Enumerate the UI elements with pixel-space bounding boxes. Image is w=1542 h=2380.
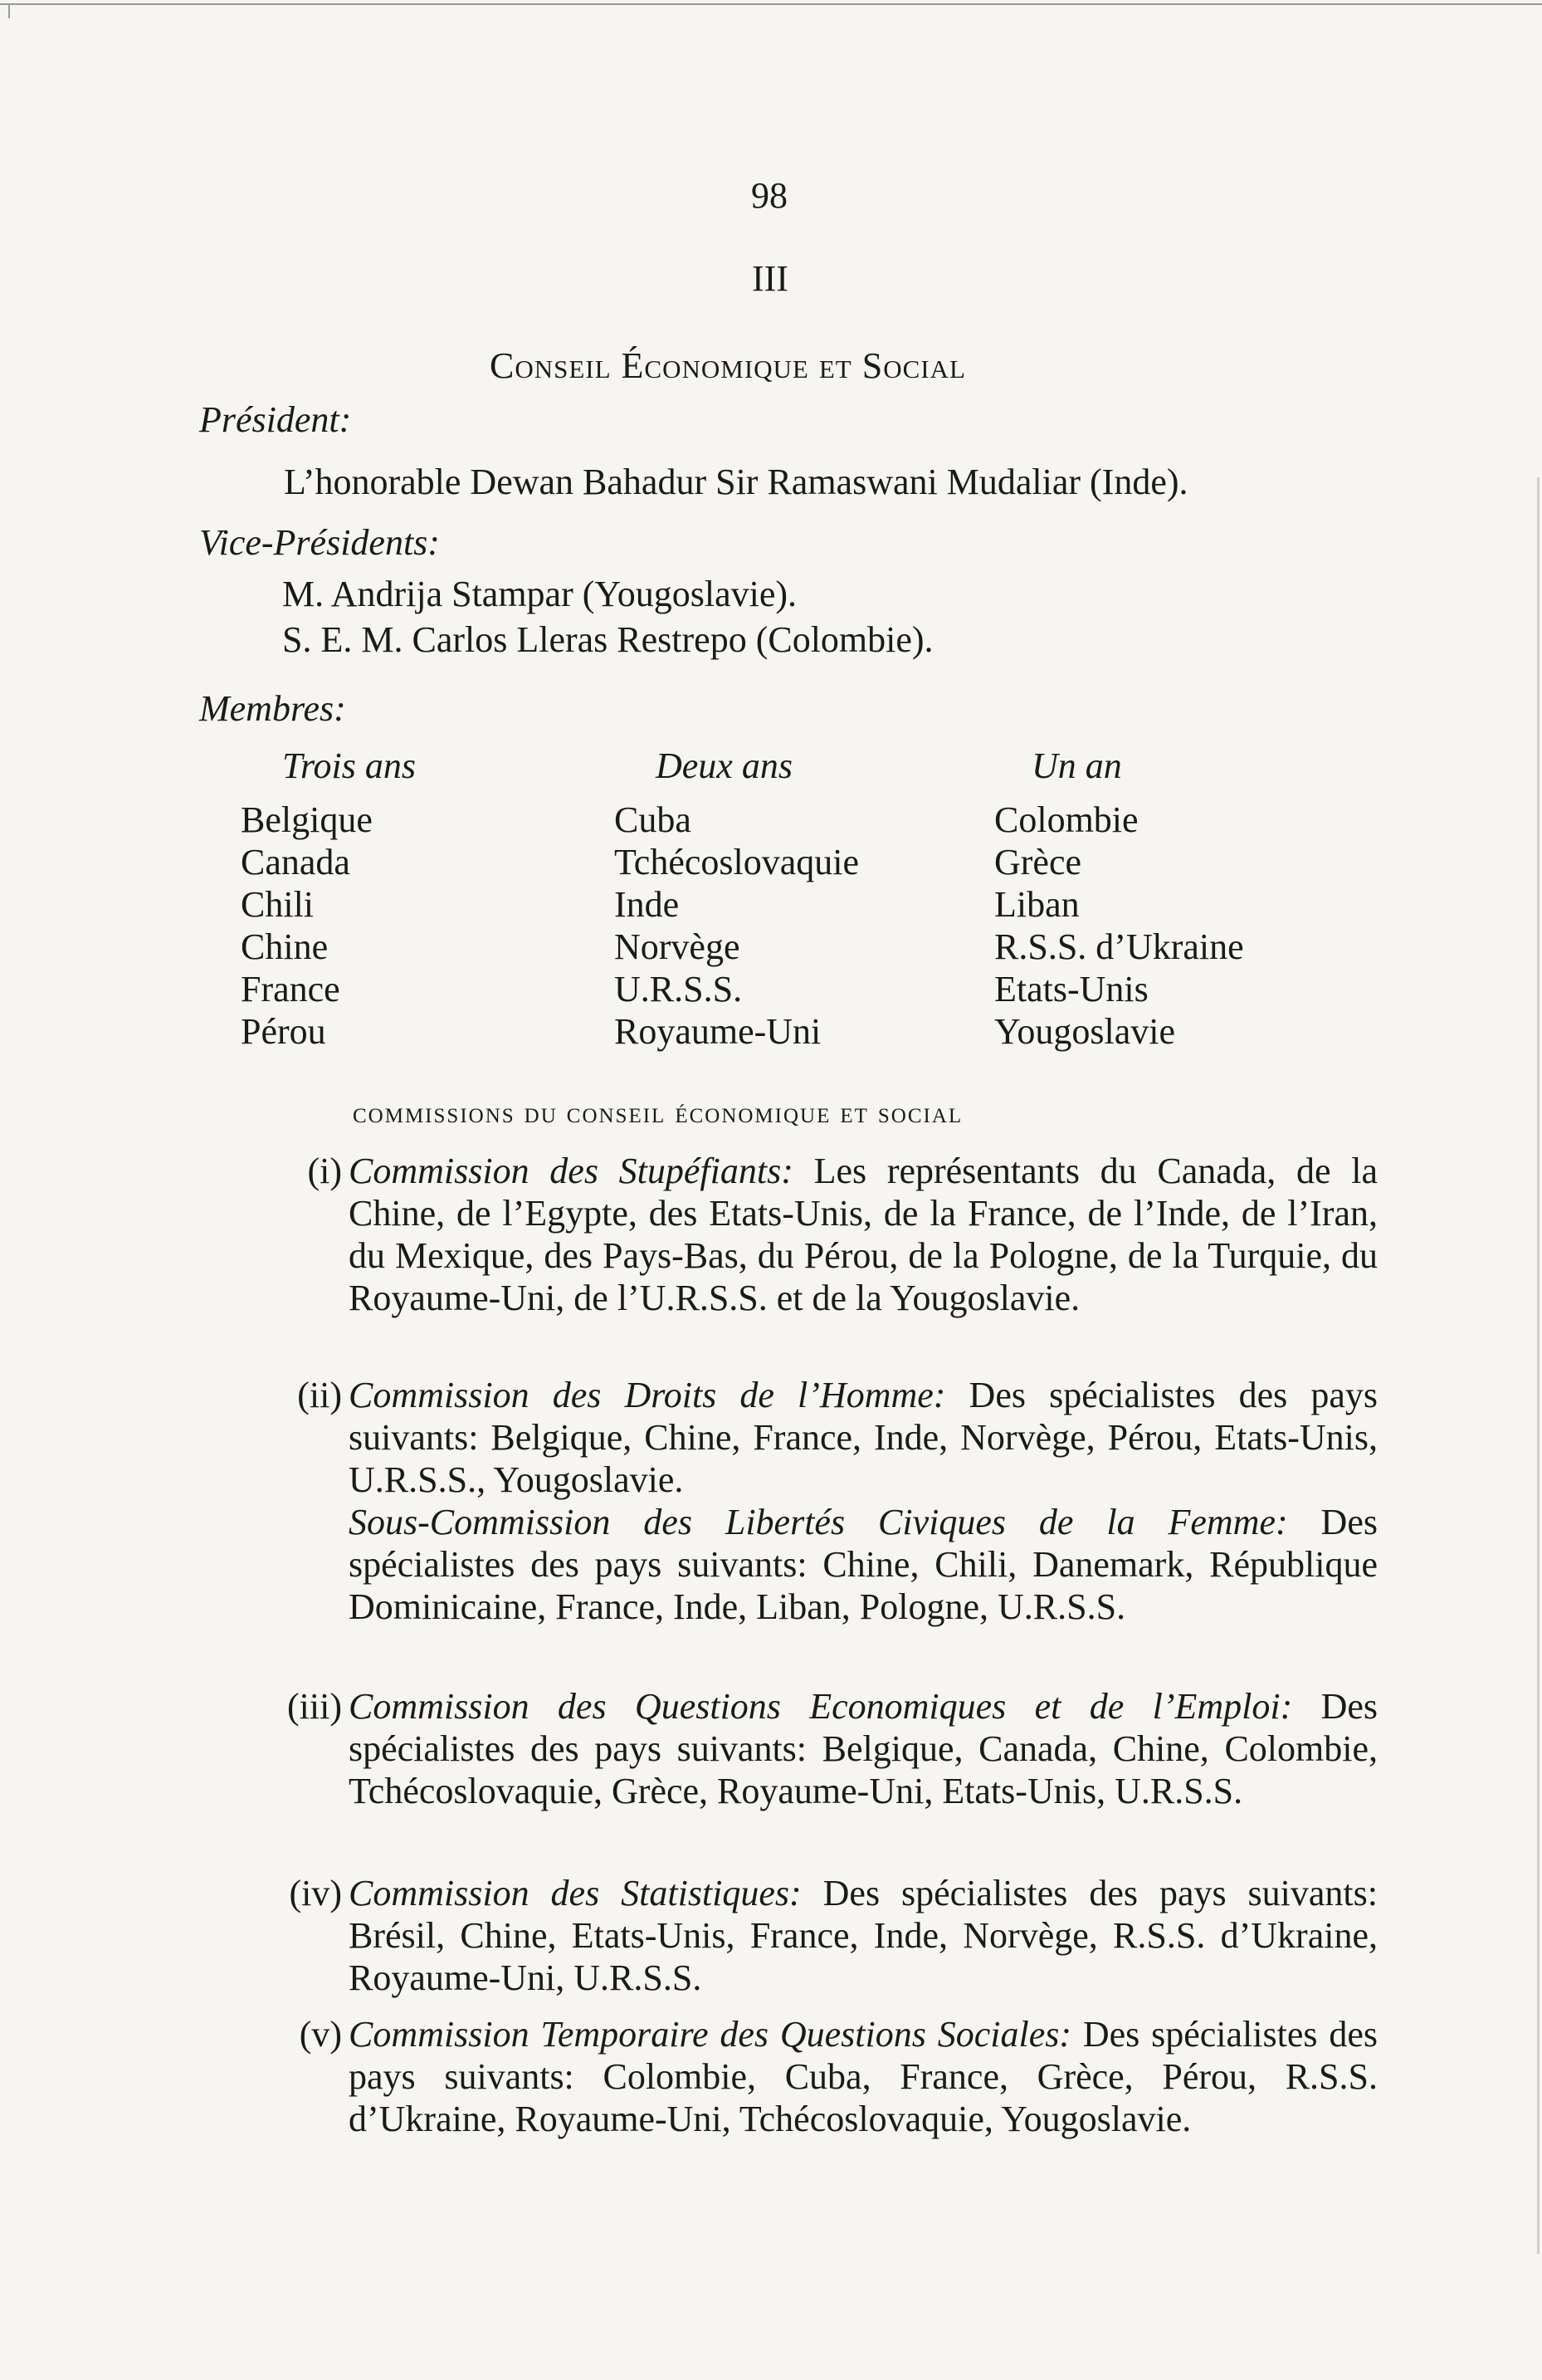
member-country: Pérou (241, 1011, 326, 1052)
member-country: France (241, 969, 340, 1009)
commission-number: (iv) (289, 1873, 342, 1913)
members-column-three-years (241, 745, 416, 1053)
scan-left-mark (8, 3, 10, 18)
vice-president-1: M. Andrija Stampar (Yougoslavie). (282, 574, 798, 614)
scan-top-edge (0, 3, 1542, 5)
vice-president-2: S. E. M. Carlos Lleras Restrepo (Colombie). (282, 619, 934, 660)
member-country: Cuba (614, 799, 691, 840)
member-country: Colombie (994, 799, 1139, 840)
president-label: Président: (199, 399, 352, 440)
member-country: Etats-Unis (994, 969, 1149, 1009)
column-heading: Un an (1032, 745, 1122, 786)
commission-body: Des spécialistes des pays suivants: Belgique, Chine, France, Inde, Norvège, Pérou, Etats-Unis, U.R.S.S., Yougoslavie. (349, 1375, 1378, 1500)
commission-title: Commission des Stupéfiants: (349, 1151, 793, 1191)
commission-text (349, 1872, 1378, 1999)
members-label: Membres: (199, 688, 346, 729)
member-country: Liban (994, 884, 1080, 925)
member-country: Canada (241, 842, 350, 882)
commission-iii (241, 1685, 1378, 1812)
commission-ii (241, 1374, 1378, 1628)
commission-number: (ii) (297, 1375, 342, 1415)
section-numeral: III (752, 258, 788, 299)
column-heading: Deux ans (656, 745, 793, 786)
commission-body: Les représentants du Canada, de la Chine, de l’Egypte, des Etats-Unis, de la France, de l’Inde, de l’Iran, du Mexique, des Pays-Bas, du Pérou, de la Pologne, de la Turquie, du Royaume-Uni, de l’U.R.S.S. et de la Yougoslavie. (349, 1151, 1378, 1318)
scan-right-edge (1537, 477, 1540, 2254)
members-column-two-years (614, 745, 859, 1053)
members-column-one-year (994, 745, 1244, 1053)
commission-number: (v) (299, 2014, 342, 2055)
sub-commission-body: Des spécialistes des pays suivants: Chine, Chili, Danemark, République Dominicaine, France, Inde, Liban, Pologne, U.R.S.S. (349, 1502, 1378, 1627)
member-country: Grèce (994, 842, 1082, 882)
commission-title: Commission des Droits de l’Homme: (349, 1375, 946, 1415)
member-country: Tchécoslovaquie (614, 842, 860, 882)
member-country: Inde (614, 884, 680, 925)
member-country: Royaume-Uni (614, 1011, 822, 1052)
page-title: Conseil Économique et Social (490, 345, 966, 386)
sub-commission-text (349, 1501, 1378, 1628)
commission-number: (i) (307, 1151, 342, 1191)
commission-title: Commission des Questions Economiques et de l’Emploi: (349, 1686, 1293, 1727)
commission-text (349, 2013, 1378, 2140)
member-country: Chine (241, 926, 329, 967)
column-heading: Trois ans (282, 745, 417, 786)
commission-title: Commission Temporaire des Questions Sociales: (349, 2014, 1071, 2055)
member-country: U.R.S.S. (614, 969, 743, 1009)
commission-text (349, 1374, 1378, 1501)
commission-text (349, 1685, 1378, 1812)
commission-text (349, 1150, 1378, 1319)
commissions-heading: commissions du conseil économique et social (353, 1096, 964, 1129)
sub-commission-title: Sous-Commission des Libertés Civiques de la Femme: (349, 1502, 1288, 1542)
member-country: Belgique (241, 799, 373, 840)
commission-body: Des spécialistes des pays suivants: Colombie, Cuba, France, Grèce, Pérou, R.S.S. d’Ukraine, Royaume-Uni, Tchécoslovaquie, Yougoslavie. (349, 2014, 1378, 2139)
vice-presidents-label: Vice-Présidents: (199, 522, 440, 563)
member-country: R.S.S. d’Ukraine (994, 926, 1244, 967)
commission-iv (241, 1872, 1378, 1999)
president-name: L’honorable Dewan Bahadur Sir Ramaswani Mudaliar (Inde). (284, 462, 1188, 502)
commission-body: Des spécialistes des pays suivants: Belgique, Canada, Chine, Colombie, Tchécoslovaquie, Grèce, Royaume-Uni, Etats-Unis, U.R.S.S. (349, 1686, 1378, 1811)
commission-number: (iii) (287, 1686, 342, 1727)
commission-title: Commission des Statistiques: (349, 1873, 802, 1913)
member-country: Chili (241, 884, 315, 925)
commission-i (241, 1150, 1378, 1319)
member-country: Norvège (614, 926, 740, 967)
member-country: Yougoslavie (994, 1011, 1176, 1052)
commission-v (241, 2013, 1378, 2140)
page-number: 98 (751, 175, 788, 216)
commission-body: Des spécialistes des pays suivants: Brésil, Chine, Etats-Unis, France, Inde, Norvège, R.S.S. d’Ukraine, Royaume-Uni, U.R.S.S. (349, 1873, 1379, 1998)
